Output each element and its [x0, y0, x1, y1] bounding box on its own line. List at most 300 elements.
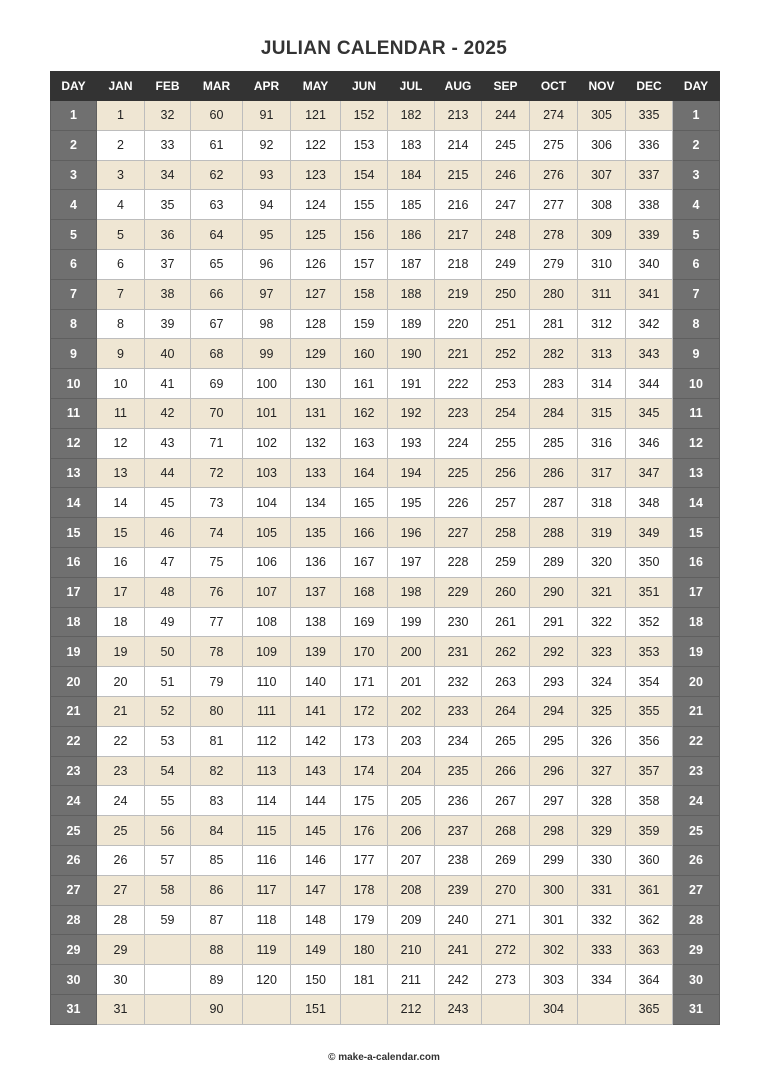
julian-day-cell: 318: [578, 488, 626, 518]
day-number-cell: 29: [673, 935, 720, 965]
julian-day-cell: 278: [530, 220, 578, 250]
julian-day-cell: 149: [291, 935, 341, 965]
julian-day-cell: 323: [578, 637, 626, 667]
julian-day-cell: [145, 935, 191, 965]
month-header-jan: JAN: [97, 72, 145, 101]
day-number-cell: 12: [51, 428, 97, 458]
day-number-cell: 14: [51, 488, 97, 518]
day-number-cell: 15: [51, 518, 97, 548]
julian-day-cell: 147: [291, 875, 341, 905]
julian-day-cell: 336: [626, 130, 673, 160]
julian-day-cell: 166: [341, 518, 388, 548]
julian-day-cell: 102: [243, 428, 291, 458]
day-number-cell: 11: [51, 398, 97, 428]
julian-day-cell: 238: [435, 845, 482, 875]
julian-day-cell: 46: [145, 518, 191, 548]
julian-day-cell: 313: [578, 339, 626, 369]
julian-day-cell: 85: [191, 845, 243, 875]
table-row: [51, 279, 720, 309]
day-number-cell: 1: [51, 101, 97, 131]
day-number-cell: 8: [673, 309, 720, 339]
julian-day-cell: 13: [97, 458, 145, 488]
julian-day-cell: 69: [191, 369, 243, 399]
julian-day-cell: 287: [530, 488, 578, 518]
julian-day-cell: 101: [243, 398, 291, 428]
julian-day-cell: 307: [578, 160, 626, 190]
julian-day-cell: 36: [145, 220, 191, 250]
julian-day-cell: 2: [97, 130, 145, 160]
julian-day-cell: 227: [435, 518, 482, 548]
julian-day-cell: 215: [435, 160, 482, 190]
day-number-cell: 22: [673, 726, 720, 756]
header-row: [51, 72, 720, 101]
julian-day-cell: 56: [145, 816, 191, 846]
julian-day-cell: 205: [388, 786, 435, 816]
month-header-mar: MAR: [191, 72, 243, 101]
julian-day-cell: 304: [530, 994, 578, 1024]
julian-day-cell: 28: [97, 905, 145, 935]
julian-day-cell: 107: [243, 577, 291, 607]
julian-day-cell: 195: [388, 488, 435, 518]
julian-day-cell: 142: [291, 726, 341, 756]
julian-day-cell: 196: [388, 518, 435, 548]
julian-day-cell: 82: [191, 756, 243, 786]
table-row: [51, 339, 720, 369]
day-number-cell: 7: [51, 279, 97, 309]
table-row: [51, 816, 720, 846]
julian-day-cell: 30: [97, 965, 145, 995]
table-row: [51, 518, 720, 548]
julian-day-cell: 7: [97, 279, 145, 309]
julian-day-cell: 219: [435, 279, 482, 309]
julian-day-cell: 235: [435, 756, 482, 786]
julian-day-cell: 340: [626, 249, 673, 279]
table-row: [51, 160, 720, 190]
table-header: [51, 72, 720, 101]
julian-day-cell: 24: [97, 786, 145, 816]
table-row: [51, 488, 720, 518]
julian-day-cell: 263: [482, 667, 530, 697]
julian-day-cell: 210: [388, 935, 435, 965]
julian-day-cell: 80: [191, 696, 243, 726]
julian-day-cell: 362: [626, 905, 673, 935]
julian-day-cell: 112: [243, 726, 291, 756]
day-number-cell: 7: [673, 279, 720, 309]
julian-day-cell: 356: [626, 726, 673, 756]
julian-day-cell: 103: [243, 458, 291, 488]
julian-day-cell: 12: [97, 428, 145, 458]
julian-day-cell: 133: [291, 458, 341, 488]
julian-day-cell: 308: [578, 190, 626, 220]
julian-day-cell: 38: [145, 279, 191, 309]
julian-day-cell: 352: [626, 607, 673, 637]
julian-day-cell: 73: [191, 488, 243, 518]
julian-day-cell: 294: [530, 696, 578, 726]
julian-day-cell: 157: [341, 249, 388, 279]
julian-day-cell: 118: [243, 905, 291, 935]
julian-day-cell: 127: [291, 279, 341, 309]
julian-day-cell: 146: [291, 845, 341, 875]
table-row: [51, 190, 720, 220]
julian-day-cell: 41: [145, 369, 191, 399]
julian-day-cell: 27: [97, 875, 145, 905]
julian-day-cell: 311: [578, 279, 626, 309]
julian-day-cell: 54: [145, 756, 191, 786]
julian-day-cell: 87: [191, 905, 243, 935]
julian-day-cell: 259: [482, 547, 530, 577]
julian-day-cell: 270: [482, 875, 530, 905]
day-number-cell: 14: [673, 488, 720, 518]
julian-day-cell: 106: [243, 547, 291, 577]
julian-day-cell: 6: [97, 249, 145, 279]
day-number-cell: 13: [673, 458, 720, 488]
julian-day-cell: 167: [341, 547, 388, 577]
julian-calendar-table: [50, 71, 720, 1025]
julian-day-cell: 9: [97, 339, 145, 369]
julian-day-cell: 130: [291, 369, 341, 399]
julian-day-cell: 52: [145, 696, 191, 726]
julian-day-cell: 312: [578, 309, 626, 339]
julian-day-cell: 185: [388, 190, 435, 220]
julian-day-cell: 169: [341, 607, 388, 637]
julian-day-cell: 271: [482, 905, 530, 935]
julian-day-cell: 319: [578, 518, 626, 548]
day-number-cell: 10: [51, 369, 97, 399]
julian-day-cell: 211: [388, 965, 435, 995]
julian-day-cell: 359: [626, 816, 673, 846]
julian-day-cell: 11: [97, 398, 145, 428]
julian-day-cell: 25: [97, 816, 145, 846]
julian-day-cell: 214: [435, 130, 482, 160]
julian-day-cell: 306: [578, 130, 626, 160]
julian-day-cell: 228: [435, 547, 482, 577]
month-header-sep: SEP: [482, 72, 530, 101]
day-number-cell: 17: [673, 577, 720, 607]
julian-day-cell: 327: [578, 756, 626, 786]
julian-day-cell: [243, 994, 291, 1024]
julian-day-cell: 190: [388, 339, 435, 369]
day-number-cell: 20: [51, 667, 97, 697]
julian-day-cell: 45: [145, 488, 191, 518]
table-body: [51, 101, 720, 1025]
table-row: [51, 935, 720, 965]
julian-day-cell: 285: [530, 428, 578, 458]
julian-day-cell: 365: [626, 994, 673, 1024]
day-number-cell: 27: [673, 875, 720, 905]
day-number-cell: 20: [673, 667, 720, 697]
julian-day-cell: 321: [578, 577, 626, 607]
julian-day-cell: 19: [97, 637, 145, 667]
julian-day-cell: 173: [341, 726, 388, 756]
julian-day-cell: 21: [97, 696, 145, 726]
table-row: [51, 398, 720, 428]
julian-day-cell: 29: [97, 935, 145, 965]
julian-day-cell: [145, 994, 191, 1024]
julian-day-cell: 172: [341, 696, 388, 726]
julian-day-cell: 180: [341, 935, 388, 965]
julian-day-cell: 37: [145, 249, 191, 279]
julian-day-cell: [145, 965, 191, 995]
julian-day-cell: 47: [145, 547, 191, 577]
julian-day-cell: 344: [626, 369, 673, 399]
table-row: [51, 309, 720, 339]
julian-day-cell: 76: [191, 577, 243, 607]
julian-day-cell: 301: [530, 905, 578, 935]
day-number-cell: 24: [51, 786, 97, 816]
julian-day-cell: 310: [578, 249, 626, 279]
day-number-cell: 6: [51, 249, 97, 279]
julian-day-cell: 111: [243, 696, 291, 726]
julian-day-cell: 53: [145, 726, 191, 756]
table-row: [51, 637, 720, 667]
day-number-cell: 18: [673, 607, 720, 637]
month-header-jun: JUN: [341, 72, 388, 101]
julian-day-cell: 137: [291, 577, 341, 607]
julian-day-cell: 276: [530, 160, 578, 190]
day-number-cell: 21: [51, 696, 97, 726]
julian-day-cell: 220: [435, 309, 482, 339]
julian-day-cell: 346: [626, 428, 673, 458]
day-number-cell: 25: [673, 816, 720, 846]
day-number-cell: 12: [673, 428, 720, 458]
julian-day-cell: 105: [243, 518, 291, 548]
julian-day-cell: 237: [435, 816, 482, 846]
julian-day-cell: 331: [578, 875, 626, 905]
day-number-cell: 4: [51, 190, 97, 220]
julian-day-cell: 253: [482, 369, 530, 399]
julian-day-cell: 163: [341, 428, 388, 458]
table-row: [51, 667, 720, 697]
julian-day-cell: 184: [388, 160, 435, 190]
julian-day-cell: 98: [243, 309, 291, 339]
day-number-cell: 23: [673, 756, 720, 786]
julian-day-cell: 60: [191, 101, 243, 131]
julian-day-cell: 257: [482, 488, 530, 518]
julian-day-cell: 161: [341, 369, 388, 399]
julian-day-cell: 281: [530, 309, 578, 339]
julian-day-cell: 225: [435, 458, 482, 488]
julian-day-cell: 329: [578, 816, 626, 846]
table-row: [51, 130, 720, 160]
julian-day-cell: 168: [341, 577, 388, 607]
table-row: [51, 607, 720, 637]
julian-day-cell: 247: [482, 190, 530, 220]
julian-day-cell: 264: [482, 696, 530, 726]
julian-day-cell: 158: [341, 279, 388, 309]
julian-day-cell: 348: [626, 488, 673, 518]
julian-day-cell: 115: [243, 816, 291, 846]
julian-day-cell: 140: [291, 667, 341, 697]
julian-day-cell: 277: [530, 190, 578, 220]
julian-day-cell: 317: [578, 458, 626, 488]
julian-day-cell: 335: [626, 101, 673, 131]
julian-day-cell: 151: [291, 994, 341, 1024]
julian-day-cell: 75: [191, 547, 243, 577]
day-number-cell: 23: [51, 756, 97, 786]
julian-day-cell: 216: [435, 190, 482, 220]
julian-day-cell: 65: [191, 249, 243, 279]
julian-day-cell: 120: [243, 965, 291, 995]
julian-day-cell: 135: [291, 518, 341, 548]
table-row: [51, 875, 720, 905]
julian-day-cell: 96: [243, 249, 291, 279]
julian-day-cell: 258: [482, 518, 530, 548]
julian-day-cell: 51: [145, 667, 191, 697]
julian-day-cell: 63: [191, 190, 243, 220]
julian-day-cell: 40: [145, 339, 191, 369]
day-number-cell: 6: [673, 249, 720, 279]
julian-day-cell: 262: [482, 637, 530, 667]
julian-day-cell: 144: [291, 786, 341, 816]
julian-day-cell: 134: [291, 488, 341, 518]
julian-day-cell: 226: [435, 488, 482, 518]
julian-day-cell: 90: [191, 994, 243, 1024]
julian-day-cell: 129: [291, 339, 341, 369]
julian-day-cell: 357: [626, 756, 673, 786]
julian-day-cell: 298: [530, 816, 578, 846]
month-header-apr: APR: [243, 72, 291, 101]
julian-day-cell: 325: [578, 696, 626, 726]
julian-day-cell: 70: [191, 398, 243, 428]
julian-day-cell: 295: [530, 726, 578, 756]
julian-day-cell: 188: [388, 279, 435, 309]
julian-day-cell: 58: [145, 875, 191, 905]
julian-day-cell: 300: [530, 875, 578, 905]
table-row: [51, 547, 720, 577]
page-title: JULIAN CALENDAR - 2025: [260, 38, 508, 59]
julian-day-cell: 97: [243, 279, 291, 309]
julian-day-cell: 4: [97, 190, 145, 220]
day-header-left: DAY: [51, 72, 97, 101]
julian-day-cell: 77: [191, 607, 243, 637]
julian-day-cell: 355: [626, 696, 673, 726]
day-number-cell: 26: [673, 845, 720, 875]
julian-day-cell: 322: [578, 607, 626, 637]
julian-day-cell: 162: [341, 398, 388, 428]
table-row: [51, 458, 720, 488]
julian-day-cell: 183: [388, 130, 435, 160]
julian-day-cell: 117: [243, 875, 291, 905]
julian-day-cell: 213: [435, 101, 482, 131]
julian-day-cell: 282: [530, 339, 578, 369]
julian-day-cell: 266: [482, 756, 530, 786]
julian-day-cell: 316: [578, 428, 626, 458]
day-number-cell: 30: [51, 965, 97, 995]
julian-day-cell: 181: [341, 965, 388, 995]
julian-day-cell: 333: [578, 935, 626, 965]
julian-day-cell: 290: [530, 577, 578, 607]
julian-day-cell: 256: [482, 458, 530, 488]
day-number-cell: 17: [51, 577, 97, 607]
day-number-cell: 16: [51, 547, 97, 577]
julian-day-cell: 154: [341, 160, 388, 190]
julian-day-cell: 217: [435, 220, 482, 250]
julian-day-cell: 92: [243, 130, 291, 160]
julian-day-cell: 138: [291, 607, 341, 637]
julian-day-cell: 150: [291, 965, 341, 995]
julian-day-cell: 243: [435, 994, 482, 1024]
julian-day-cell: 337: [626, 160, 673, 190]
julian-day-cell: 78: [191, 637, 243, 667]
julian-day-cell: 221: [435, 339, 482, 369]
julian-day-cell: 229: [435, 577, 482, 607]
julian-day-cell: 201: [388, 667, 435, 697]
julian-day-cell: 155: [341, 190, 388, 220]
julian-day-cell: 22: [97, 726, 145, 756]
julian-day-cell: 95: [243, 220, 291, 250]
julian-day-cell: 338: [626, 190, 673, 220]
julian-day-cell: 116: [243, 845, 291, 875]
julian-day-cell: 141: [291, 696, 341, 726]
julian-day-cell: 252: [482, 339, 530, 369]
julian-day-cell: 274: [530, 101, 578, 131]
julian-day-cell: 224: [435, 428, 482, 458]
julian-day-cell: 108: [243, 607, 291, 637]
julian-day-cell: 83: [191, 786, 243, 816]
julian-day-cell: 241: [435, 935, 482, 965]
julian-day-cell: 296: [530, 756, 578, 786]
julian-day-cell: 289: [530, 547, 578, 577]
footer-credit: © make-a-calendar.com: [328, 1052, 440, 1063]
day-number-cell: 15: [673, 518, 720, 548]
julian-day-cell: 280: [530, 279, 578, 309]
julian-day-cell: 208: [388, 875, 435, 905]
julian-day-cell: 68: [191, 339, 243, 369]
julian-day-cell: 125: [291, 220, 341, 250]
julian-day-cell: 119: [243, 935, 291, 965]
julian-day-cell: 330: [578, 845, 626, 875]
julian-day-cell: 197: [388, 547, 435, 577]
julian-day-cell: 234: [435, 726, 482, 756]
julian-day-cell: 203: [388, 726, 435, 756]
julian-day-cell: 131: [291, 398, 341, 428]
table-row: [51, 696, 720, 726]
day-number-cell: 2: [673, 130, 720, 160]
day-number-cell: 19: [51, 637, 97, 667]
julian-day-cell: 179: [341, 905, 388, 935]
julian-day-cell: 64: [191, 220, 243, 250]
julian-day-cell: 5: [97, 220, 145, 250]
julian-day-cell: 81: [191, 726, 243, 756]
julian-day-cell: 187: [388, 249, 435, 279]
julian-day-cell: 59: [145, 905, 191, 935]
day-number-cell: 5: [51, 220, 97, 250]
day-header-right: DAY: [673, 72, 720, 101]
julian-day-cell: 269: [482, 845, 530, 875]
julian-day-cell: 91: [243, 101, 291, 131]
julian-day-cell: 245: [482, 130, 530, 160]
julian-day-cell: 177: [341, 845, 388, 875]
julian-day-cell: 175: [341, 786, 388, 816]
julian-day-cell: 57: [145, 845, 191, 875]
julian-day-cell: 251: [482, 309, 530, 339]
julian-day-cell: 230: [435, 607, 482, 637]
day-number-cell: 22: [51, 726, 97, 756]
julian-day-cell: 124: [291, 190, 341, 220]
day-number-cell: 4: [673, 190, 720, 220]
julian-day-cell: 14: [97, 488, 145, 518]
julian-day-cell: 48: [145, 577, 191, 607]
julian-day-cell: [341, 994, 388, 1024]
julian-day-cell: 320: [578, 547, 626, 577]
julian-day-cell: 122: [291, 130, 341, 160]
julian-day-cell: 171: [341, 667, 388, 697]
julian-day-cell: 332: [578, 905, 626, 935]
day-number-cell: 2: [51, 130, 97, 160]
julian-day-cell: 233: [435, 696, 482, 726]
julian-day-cell: 79: [191, 667, 243, 697]
julian-day-cell: 132: [291, 428, 341, 458]
